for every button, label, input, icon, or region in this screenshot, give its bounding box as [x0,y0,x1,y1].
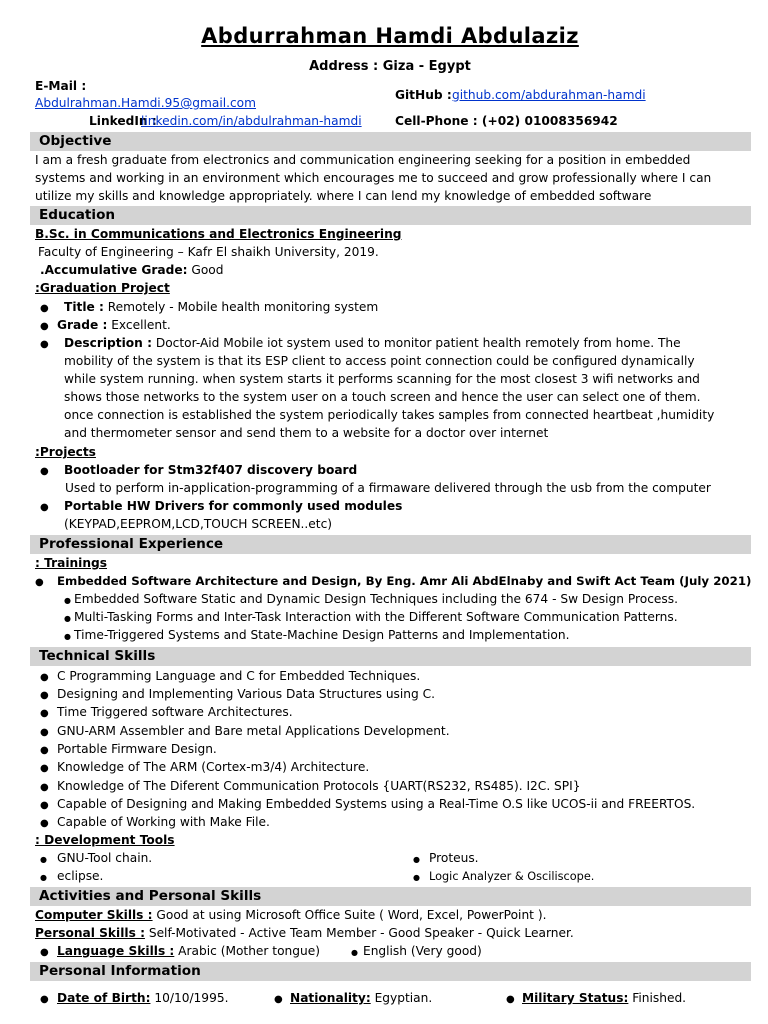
trainings-heading: : Trainings [35,556,108,570]
cell-phone: Cell-Phone : (+02) 01008356942 [395,114,618,128]
bullet-icon: ● [40,339,49,350]
section-header-education: Education [30,206,751,225]
objective-line: systems and working in an environment which encourages me to succeed and grow professionally where I can [35,171,712,185]
skill-item: Capable of Designing and Making Embedded Systems using a Real-Time O.S like UCOS-ii and FREERTOS. [57,797,696,811]
graduation-project-heading: :Graduation Project [35,281,170,295]
gp-description-line: shows those networks to the system user on a touch screen and hence the user can select one of them. [64,390,701,404]
section-header-experience: Professional Experience [30,535,751,554]
tool-item: Logic Analyzer & Osciliscope. [429,870,595,883]
computer-skills: Computer Skills : Good at using Microsoft Office Suite ( Word, Excel, PowerPoint ). [35,908,547,922]
gp-description-line: mobility of the system is that its ESP client to access point connection could be configured dynamically [64,354,695,368]
gp-description-line: and thermometer sensor and send them to a website for a doctor over internet [64,426,549,440]
training-item: Time-Triggered Systems and State-Machine Design Patterns and Implementation. [74,628,570,642]
github-link[interactable]: github.com/abdurahman-hamdi [452,88,646,102]
bullet-icon: ● [40,873,47,882]
bullet-icon: ● [40,502,49,513]
bullet-icon: ● [35,577,44,588]
skill-item: Portable Firmware Design. [57,742,217,756]
bullet-icon: ● [506,994,515,1005]
language-english: English (Very good) [363,944,482,958]
training-item: Embedded Software Static and Dynamic Design Techniques including the 674 - Sw Design Process. [74,592,678,606]
bullet-icon: ● [40,800,49,811]
project-title: Portable HW Drivers for commonly used modules [64,499,403,513]
bullet-icon: ● [40,672,49,683]
training-item: Multi-Tasking Forms and Inter-Task Interaction with the Different Software Communication Patterns. [74,610,678,624]
skill-item: Capable of Working with Make File. [57,815,270,829]
email-link[interactable]: Abdulrahman.Hamdi.95@gmail.com [35,96,257,110]
bullet-icon: ● [40,745,49,756]
bullet-icon: ● [351,948,358,957]
bullet-icon: ● [413,855,420,864]
bullet-icon: ● [40,855,47,864]
bullet-icon: ● [64,596,71,605]
section-header-technical-skills: Technical Skills [30,647,751,666]
bullet-icon: ● [40,303,49,314]
bullet-icon: ● [274,994,283,1005]
bullet-icon: ● [40,994,49,1005]
section-header-objective: Objective [30,132,751,151]
bullet-icon: ● [40,690,49,701]
bullet-icon: ● [40,466,49,477]
bullet-icon: ● [40,947,49,958]
github-label: GitHub : [395,88,452,102]
tool-item: eclipse. [57,869,104,883]
projects-heading: :Projects [35,445,96,459]
tool-item: Proteus. [429,851,479,865]
skill-item: Knowledge of The ARM (Cortex-m3/4) Architecture. [57,760,370,774]
faculty: Faculty of Engineering – Kafr El shaikh University, 2019. [38,245,379,259]
skill-item: Knowledge of The Diferent Communication Protocols {UART(RS232, RS485). I2C. SPI} [57,779,581,793]
accumulative-grade: .Accumulative Grade: Good [40,263,224,277]
section-header-personal-information: Personal Information [30,962,751,981]
bullet-icon: ● [40,782,49,793]
language-skills: Language Skills : Arabic (Mother tongue) [57,944,320,958]
objective-line: utilize my skills and knowledge appropriately. where I can lend my knowledge of embedded software [35,189,652,203]
gp-description-line: once connection is established the system periodically takes samples from connected heartbeat ,humidity [64,408,715,422]
date-of-birth: Date of Birth: 10/10/1995. [57,991,229,1005]
candidate-name: Abdurrahman Hamdi Abdulaziz [201,24,579,48]
nationality: Nationality: Egyptian. [290,991,433,1005]
project-description: Used to perform in-application-programming of a firmaware delivered through the usb from the computer [65,481,711,495]
project-title: Bootloader for Stm32f407 discovery board [64,463,358,477]
gp-description-line: while system running. when system starts it performs scanning for the most closest 3 wifi networks and [64,372,700,386]
bullet-icon: ● [64,632,71,641]
objective-line: I am a fresh graduate from electronics and communication engineering seeking for a position in embedded [35,153,691,167]
bullet-icon: ● [40,818,49,829]
project-description: (KEYPAD,EEPROM,LCD,TOUCH SCREEN..etc) [64,517,333,531]
bullet-icon: ● [40,321,49,332]
linkedin-link[interactable]: linkedin.com/in/abdulrahman-hamdi [141,114,362,128]
degree: B.Sc. in Communications and Electronics Engineering [35,227,402,241]
tool-item: GNU-Tool chain. [57,851,153,865]
address: Address : Giza - Egypt [309,59,471,74]
gp-description: Description : Doctor-Aid Mobile iot system used to monitor patient health remotely from home. The [64,336,681,350]
linkedin-label: LinkedIn : [89,114,157,128]
development-tools-heading: : Development Tools [35,833,175,847]
section-header-activities: Activities and Personal Skills [30,887,751,906]
military-status: Military Status: Finished. [522,991,687,1005]
gp-title: Title : Remotely - Mobile health monitoring system [64,300,379,314]
bullet-icon: ● [413,873,420,882]
email-label: E-Mail : [35,79,87,93]
bullet-icon: ● [40,727,49,738]
skill-item: C Programming Language and C for Embedded Techniques. [57,669,421,683]
gp-grade: Grade : Excellent. [57,318,171,332]
bullet-icon: ● [40,708,49,719]
bullet-icon: ● [40,763,49,774]
skill-item: Designing and Implementing Various Data Structures using C. [57,687,436,701]
skill-item: Time Triggered software Architectures. [57,705,293,719]
personal-skills: Personal Skills : Self-Motivated - Active Team Member - Good Speaker - Quick Learner. [35,926,574,940]
skill-item: GNU-ARM Assembler and Bare metal Applications Development. [57,724,450,738]
training-title: Embedded Software Architecture and Design, By Eng. Amr Ali AbdElnaby and Swift Act Team (July 2021) [57,574,752,588]
bullet-icon: ● [64,614,71,623]
